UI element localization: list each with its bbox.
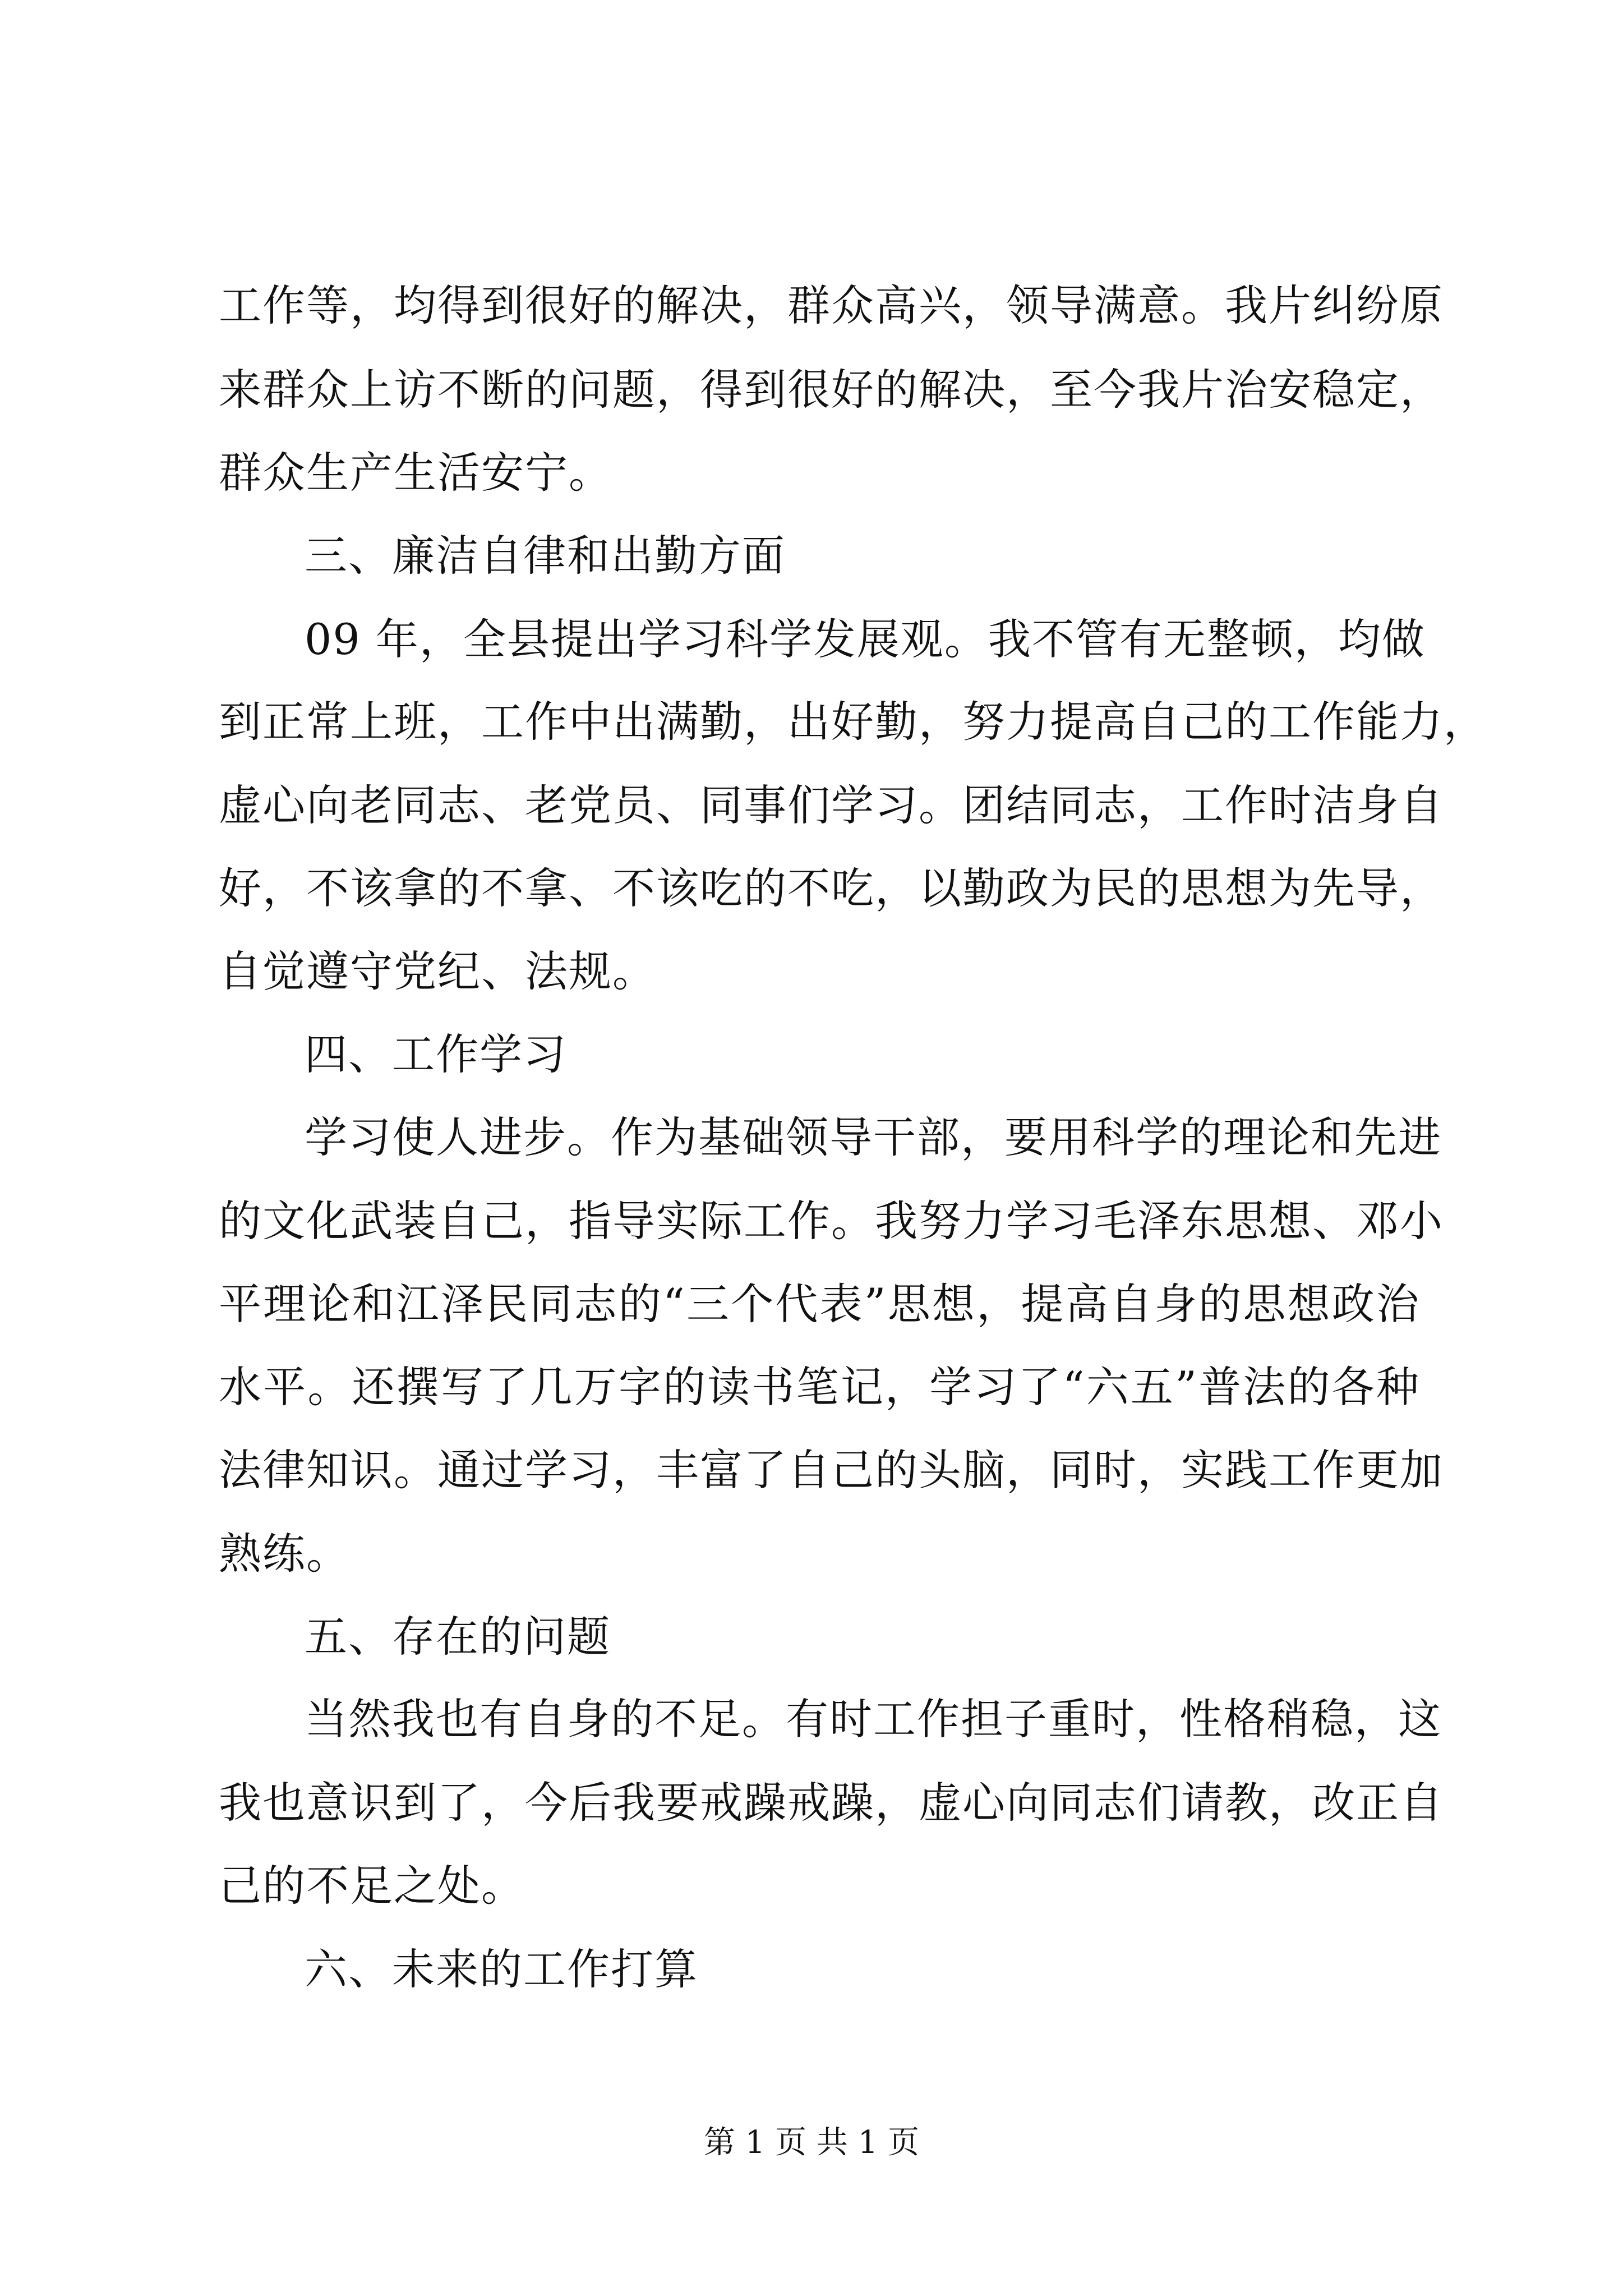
body-line: 法律知识。通过学习，丰富了自己的头脑，同时，实践工作更加 xyxy=(219,1445,1444,1495)
body-line: 己的不足之处。 xyxy=(219,1861,525,1911)
body-line: 水平。还撰写了几万字的读书笔记，学习了“六五”普法的各种 xyxy=(219,1362,1420,1412)
page-footer: 第 1 页 共 1 页 xyxy=(703,2124,920,2161)
body-line: 来群众上访不断的问题，得到很好的解决，至今我片治安稳定， xyxy=(219,365,1444,415)
body-line: 当然我也有自身的不足。有时工作担子重时，性格稍稳，这 xyxy=(305,1694,1442,1744)
body-line: 工作等，均得到很好的解决，群众高兴，领导满意。我片纠纷原 xyxy=(219,280,1444,330)
body-line: 自觉遵守党纪、法规。 xyxy=(219,946,656,996)
body-line: 的文化武装自己，指导实际工作。我努力学习毛泽东思想、邓小 xyxy=(219,1196,1444,1246)
section-heading: 五、存在的问题 xyxy=(305,1612,611,1662)
body-line: 群众生产生活安宁。 xyxy=(219,448,612,498)
body-line: 我也意识到了，今后我要戒躁戒躁，虚心向同志们请教，改正自 xyxy=(219,1778,1444,1828)
body-line: 到正常上班，工作中出满勤，出好勤，努力提高自己的工作能力， xyxy=(219,697,1487,747)
body-line: 平理论和江泽民同志的“三个代表”思想，提高自身的思想政治 xyxy=(219,1279,1420,1329)
body-line: 熟练。 xyxy=(219,1529,350,1579)
section-heading: 三、廉洁自律和出勤方面 xyxy=(305,531,786,581)
section-heading: 六、未来的工作打算 xyxy=(305,1944,698,1994)
body-line: 09 年，全县提出学习科学发展观。我不管有无整顿，均做 xyxy=(305,614,1426,664)
section-heading: 四、工作学习 xyxy=(305,1029,567,1079)
body-line: 虚心向老同志、老党员、同事们学习。团结同志，工作时洁身自 xyxy=(219,780,1444,830)
body-line: 学习使人进步。作为基础领导干部，要用科学的理论和先进 xyxy=(305,1112,1442,1162)
body-line: 好，不该拿的不拿、不该吃的不吃，以勤政为民的思想为先导， xyxy=(219,863,1444,913)
